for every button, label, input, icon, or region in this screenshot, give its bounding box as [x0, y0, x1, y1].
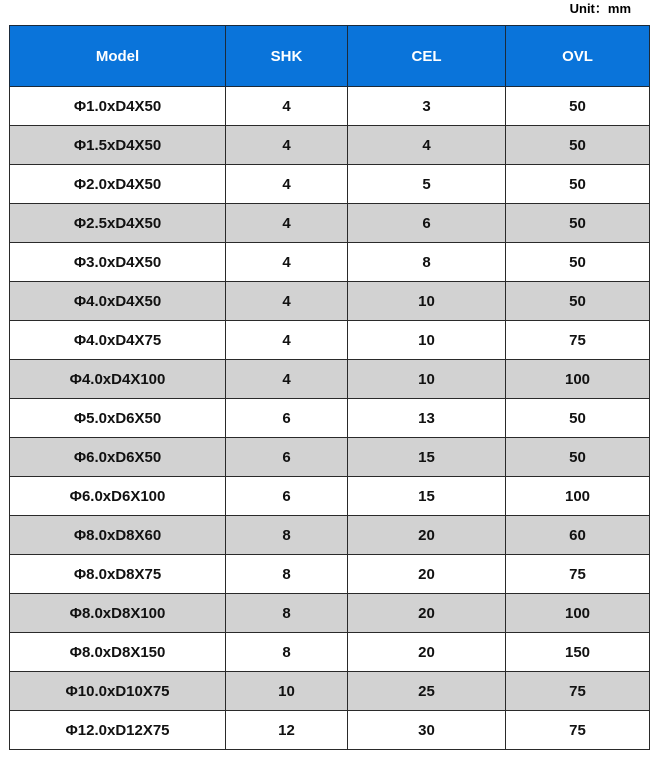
cell-ovl: 100: [506, 360, 650, 399]
cell-cel: 10: [348, 282, 506, 321]
cell-shk: 6: [226, 399, 348, 438]
header-row: [10, 26, 650, 87]
cell-shk: 4: [226, 321, 348, 360]
cell-shk: 4: [226, 126, 348, 165]
cell-shk: 8: [226, 555, 348, 594]
cell-cel: 10: [348, 321, 506, 360]
cell-cel: 20: [348, 633, 506, 672]
cell-cel: 6: [348, 204, 506, 243]
cell-cel: 10: [348, 360, 506, 399]
cell-model: Φ12.0xD12X75: [10, 711, 226, 750]
cell-shk: 12: [226, 711, 348, 750]
table-row: [10, 165, 650, 204]
spec-table: [9, 25, 650, 750]
cell-ovl: 75: [506, 672, 650, 711]
header-cel: CEL: [348, 26, 506, 87]
table-row: [10, 204, 650, 243]
cell-model: Φ6.0xD6X50: [10, 438, 226, 477]
cell-shk: 6: [226, 477, 348, 516]
cell-ovl: 50: [506, 243, 650, 282]
cell-cel: 15: [348, 438, 506, 477]
cell-ovl: 50: [506, 438, 650, 477]
cell-ovl: 100: [506, 594, 650, 633]
cell-ovl: 50: [506, 165, 650, 204]
cell-cel: 25: [348, 672, 506, 711]
table-row: [10, 555, 650, 594]
cell-model: Φ1.5xD4X50: [10, 126, 226, 165]
cell-ovl: 50: [506, 282, 650, 321]
cell-cel: 5: [348, 165, 506, 204]
cell-cel: 20: [348, 516, 506, 555]
cell-shk: 4: [226, 282, 348, 321]
table-row: [10, 243, 650, 282]
table-row: [10, 87, 650, 126]
table-row: [10, 633, 650, 672]
cell-model: Φ8.0xD8X100: [10, 594, 226, 633]
cell-ovl: 60: [506, 516, 650, 555]
cell-ovl: 50: [506, 87, 650, 126]
table-row: [10, 594, 650, 633]
header-shk: SHK: [226, 26, 348, 87]
cell-model: Φ8.0xD8X75: [10, 555, 226, 594]
cell-shk: 8: [226, 516, 348, 555]
cell-model: Φ4.0xD4X100: [10, 360, 226, 399]
cell-ovl: 50: [506, 204, 650, 243]
cell-model: Φ5.0xD6X50: [10, 399, 226, 438]
cell-shk: 4: [226, 243, 348, 282]
cell-cel: 20: [348, 594, 506, 633]
cell-cel: 8: [348, 243, 506, 282]
cell-ovl: 75: [506, 711, 650, 750]
cell-cel: 20: [348, 555, 506, 594]
cell-ovl: 75: [506, 555, 650, 594]
cell-shk: 4: [226, 87, 348, 126]
unit-label: Unit：mm: [569, 1, 631, 16]
cell-shk: 4: [226, 360, 348, 399]
table-row: [10, 282, 650, 321]
cell-cel: 15: [348, 477, 506, 516]
cell-model: Φ1.0xD4X50: [10, 87, 226, 126]
cell-model: Φ4.0xD4X50: [10, 282, 226, 321]
cell-cel: 3: [348, 87, 506, 126]
cell-model: Φ6.0xD6X100: [10, 477, 226, 516]
table-row: [10, 399, 650, 438]
cell-model: Φ8.0xD8X150: [10, 633, 226, 672]
cell-ovl: 100: [506, 477, 650, 516]
cell-model: Φ3.0xD4X50: [10, 243, 226, 282]
header-ovl: OVL: [506, 26, 650, 87]
table-row: [10, 516, 650, 555]
cell-shk: 10: [226, 672, 348, 711]
cell-shk: 4: [226, 165, 348, 204]
cell-model: Φ2.5xD4X50: [10, 204, 226, 243]
header-model: Model: [10, 26, 226, 87]
table-row: [10, 711, 650, 750]
cell-model: Φ4.0xD4X75: [10, 321, 226, 360]
cell-cel: 30: [348, 711, 506, 750]
cell-shk: 8: [226, 594, 348, 633]
cell-model: Φ10.0xD10X75: [10, 672, 226, 711]
table-row: [10, 360, 650, 399]
table-row: [10, 321, 650, 360]
cell-ovl: 75: [506, 321, 650, 360]
table-row: [10, 438, 650, 477]
table-row: [10, 477, 650, 516]
table-row: [10, 672, 650, 711]
cell-ovl: 150: [506, 633, 650, 672]
cell-shk: 6: [226, 438, 348, 477]
cell-shk: 8: [226, 633, 348, 672]
cell-shk: 4: [226, 204, 348, 243]
table-row: [10, 126, 650, 165]
cell-ovl: 50: [506, 126, 650, 165]
cell-model: Φ8.0xD8X60: [10, 516, 226, 555]
cell-cel: 4: [348, 126, 506, 165]
cell-model: Φ2.0xD4X50: [10, 165, 226, 204]
cell-cel: 13: [348, 399, 506, 438]
cell-ovl: 50: [506, 399, 650, 438]
